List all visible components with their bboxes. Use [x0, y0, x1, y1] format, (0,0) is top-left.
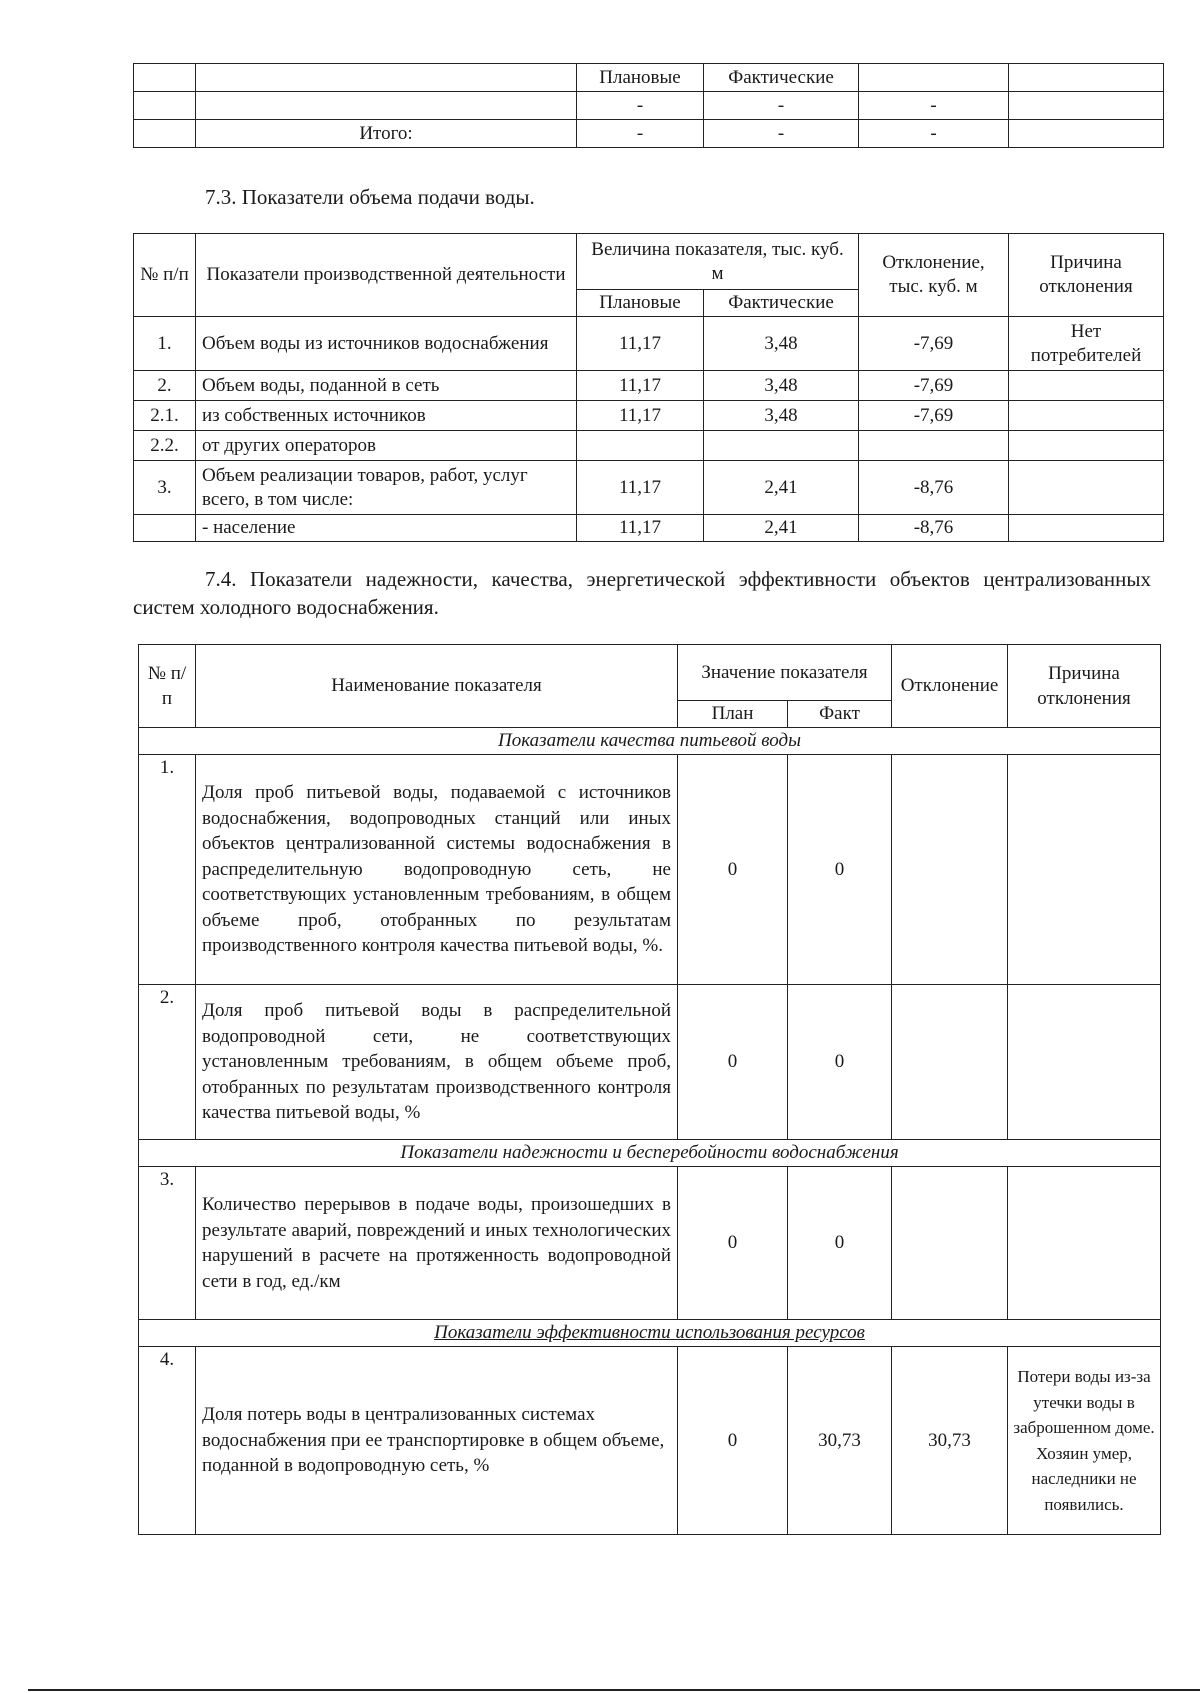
header-plan: Плановые [577, 290, 704, 317]
previous-table [133, 63, 1164, 148]
group-title: Показатели эффективности использования ресурсов [139, 1320, 1161, 1347]
table-row: 2.2. от других операторов [134, 431, 1164, 461]
total-row: Итого: - - - [134, 120, 1164, 148]
header-name: Показатели производственной деятельности [196, 234, 577, 317]
table-row: 1. Объем воды из источников водоснабжения 11,17 3,48 -7,69 Нет потребителей [134, 317, 1164, 371]
group-title: Показатели надежности и бесперебойности водоснабжения [139, 1140, 1161, 1167]
header-reason: Причина отклонения [1009, 234, 1164, 317]
header-value: Значение показателя [678, 645, 892, 701]
table-row: 2. Объем воды, поданной в сеть 11,17 3,48 -7,69 [134, 371, 1164, 401]
table-header-row [134, 234, 1164, 290]
group-row-efficiency [139, 1320, 1161, 1347]
header-value: Величина показателя, тыс. куб. м [577, 234, 859, 290]
col-fact: Фактические [704, 64, 859, 92]
table-row: 4. Доля потерь воды в централизованных системах водоснабжения при ее транспортировке в общем объеме, поданной в водопроводную сеть, % 0 30,73 30,73 Потери воды из-за утечки воды в заброшенном доме. Хозяин умер, наследники не появились. [139, 1347, 1161, 1535]
section-heading-7-4: 7.4. Показатели надежности, качества, энергетической эффективности объектов централизованных систем холодного водоснабжения. [133, 567, 1151, 619]
indicators-table [138, 644, 1161, 1535]
table-row: - - - [134, 92, 1164, 120]
table-row: - население 11,17 2,41 -8,76 [134, 515, 1164, 542]
total-label: Итого: [196, 120, 577, 148]
header-fact: Фактические [704, 290, 859, 317]
header-num: № п/п [134, 234, 196, 317]
header-deviation: Отклонение, тыс. куб. м [859, 234, 1009, 317]
header-name: Наименование показателя [196, 645, 678, 728]
table-header-row [139, 645, 1161, 701]
group-row-reliability [139, 1140, 1161, 1167]
table-row: 2. Доля проб питьевой воды в распределительной водопроводной сети, не соответствующих установленным требованиям, в общем объеме проб, отобранных по результатам производственного контроля качества питьевой воды, % 0 0 [139, 985, 1161, 1140]
header-num: № п/п [139, 645, 196, 728]
table-row [134, 64, 1164, 92]
col-plan: Плановые [577, 64, 704, 92]
header-plan: План [678, 701, 788, 728]
section-heading-7-3: 7.3. Показатели объема подачи воды. [205, 185, 535, 209]
header-reason: Причина отклонения [1008, 645, 1161, 728]
group-row-quality [139, 728, 1161, 755]
table-row: 3. Объем реализации товаров, работ, услуг всего, в том числе: 11,17 2,41 -8,76 [134, 461, 1164, 515]
header-deviation: Отклонение [892, 645, 1008, 728]
table-row: 2.1. из собственных источников 11,17 3,48 -7,69 [134, 401, 1164, 431]
table-row: 1. Доля проб питьевой воды, подаваемой с источников водоснабжения, водопроводных станций или иных объектов централизованной системы водоснабжения в распределительную водопроводную сеть, не соответствующих установленным требованиям, в общем объеме проб, отобранных по результатам производственного контроля качества питьевой воды, %. 0 0 [139, 755, 1161, 985]
header-fact: Факт [788, 701, 892, 728]
group-title: Показатели качества питьевой воды [139, 728, 1161, 755]
table-row: 3. Количество перерывов в подаче воды, произошедших в результате аварий, повреждений и иных технологических нарушений в расчете на протяженность водопроводной сети в год, ед./км 0 0 [139, 1167, 1161, 1320]
water-supply-table [133, 233, 1164, 542]
page-bottom-rule [28, 1689, 1200, 1691]
